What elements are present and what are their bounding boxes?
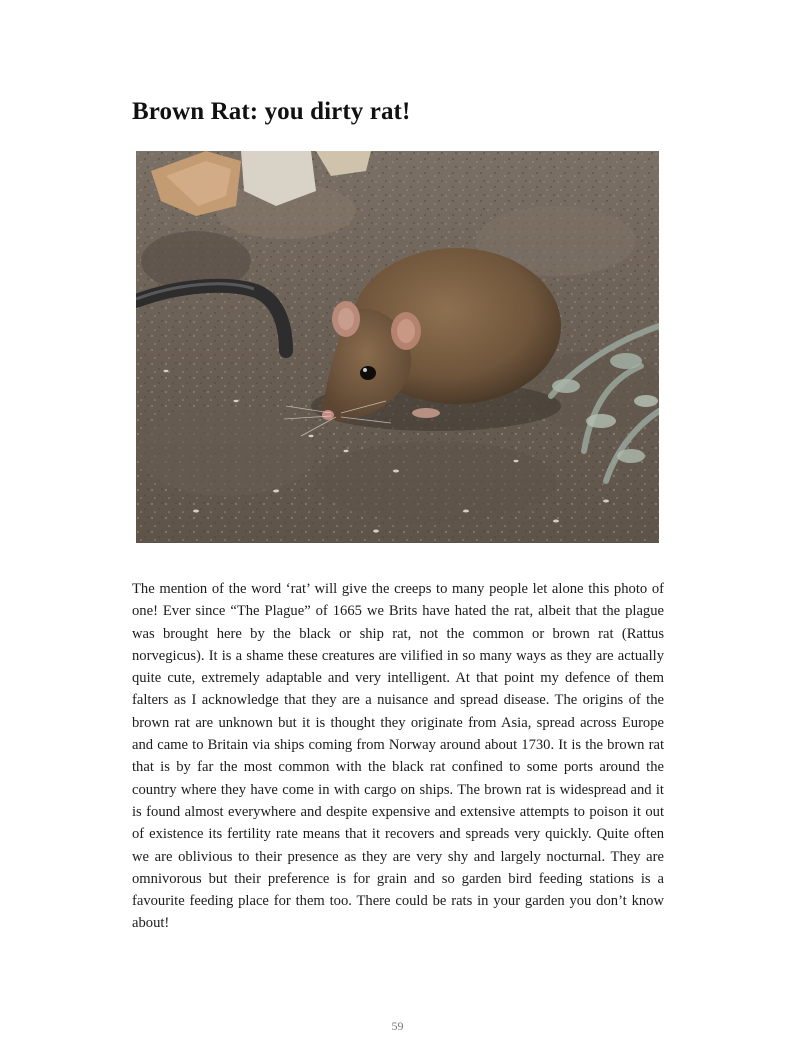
body-paragraph: The mention of the word ‘rat’ will give the creeps to many people let alone this photo of one! Ever since “The Plague” of 1665 we Brits have hated the rat, albeit that the plague was brought here by the black or ship rat, not the common or brown rat (Rattus norvegicus). It is a shame these creatures are vilified in so many ways as they are actually quite cute, extremely adaptable and very intelligent. At that point my defence of them falters as I acknowledge that they are a nuisance and spread disease. The origins of the brown rat are unknown but it is thought they originate from Asia, spread across Europe and came to Britain via ships coming from Norway around about 1730. It is the brown rat that is by far the most common with the black rat confined to some ports around the country where they have come in with cargo on ships. The brown rat is widespread and it is found almost everywhere and despite expensive and extensive attempts to poison it out of existence its fertility rate means that it recovers and spreads very quickly. Quite often we are oblivious to their presence as they are very shy and largely nocturnal. They are omnivorous but their preference is for grain and so garden bird feeding stations is a favourite feeding place for them too. There could be rats in your garden you don’t know about! <box>132 581 664 932</box>
page-title: Brown Rat: you dirty rat! <box>132 98 411 125</box>
page-number: 59 <box>391 1019 404 1033</box>
rat-photo <box>136 151 659 543</box>
